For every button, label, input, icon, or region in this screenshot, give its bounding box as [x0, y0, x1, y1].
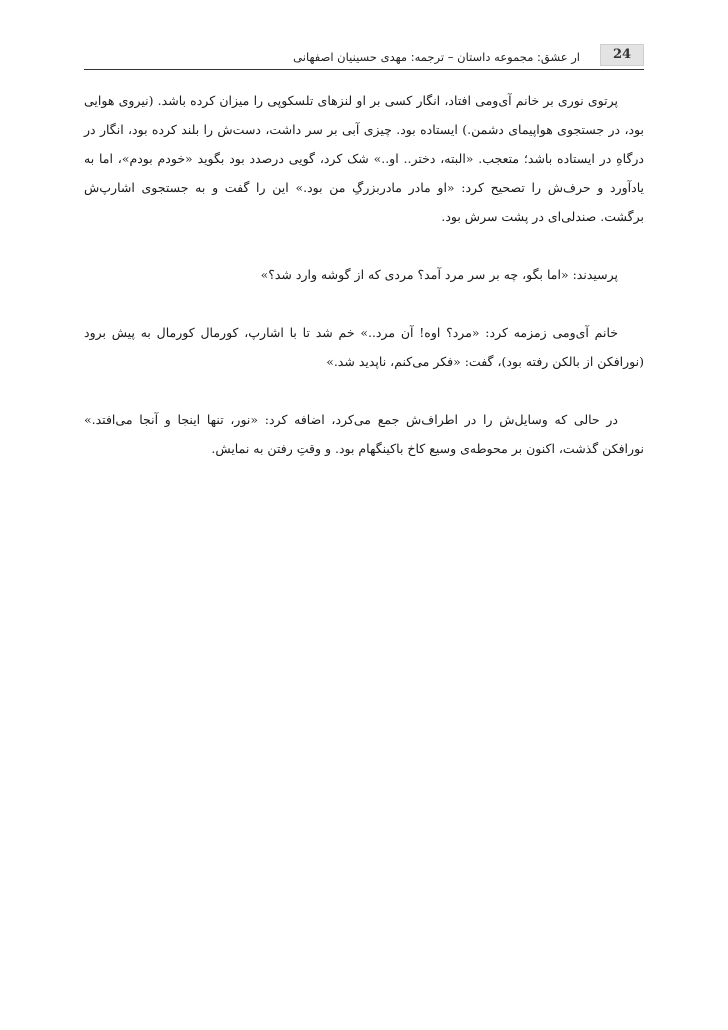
- page-number-box: [600, 44, 644, 66]
- page-number: 24: [612, 47, 632, 62]
- running-header-title: ار عشق: مجموعه داستان – ترجمه: مهدی حسینیان اصفهانی: [293, 50, 580, 64]
- paragraph-4: در حالی که وسایل‌ش را در اطراف‌ش جمع می‌کرد، اضافه کرد: «نور، تنها اینجا و آنجا می‌افتد.» نورافکن گذشت، اکنون بر محوطه‌ی وسیع کاخ باکینگهام بود. و وقتِ رفتن به نمایش.: [84, 412, 644, 456]
- page-header: [84, 44, 644, 70]
- paragraph-1: پرتوی نوری بر خانم آی‌ومی افتاد، انگار کسی بر او لنزهای تلسکوپی را میزان کرده باشد. (نیروی هوایی بود، در جستجوی هواپیمای دشمن.) ایستاده بود. چیزی آبی بر سر داشت، دست‌ش را بلند کرده بود، انگار در درگاهِ در ایستاده باشد؛ متعجب. «البته، دختر.. او..» شک کرد، گویی درصدد بود بگوید «خودم بودم»، اما به یادآورد و حرف‌ش را تصحیح کرد: «او مادر مادربزرگِ من بود.» این را گفت و به جستجوی اشارپ‌ش برگشت. صندلی‌ای در پشت سرش بود.: [84, 93, 644, 224]
- page-body: [84, 86, 644, 463]
- header-rule: [84, 69, 644, 70]
- paragraph-2: پرسیدند: «اما بگو، چه بر سر مرد آمد؟ مردی که از گوشه وارد شد؟»: [260, 267, 618, 282]
- paragraph-3: خانم آی‌ومی زمزمه کرد: «مرد؟ اوه! آن مرد..» خم شد تا با اشارپ، کورمال کورمال به پیش برود (نورافکن از بالکن رفته بود)، گفت: «فکر می‌کنم، ناپدید شد.»: [84, 325, 644, 369]
